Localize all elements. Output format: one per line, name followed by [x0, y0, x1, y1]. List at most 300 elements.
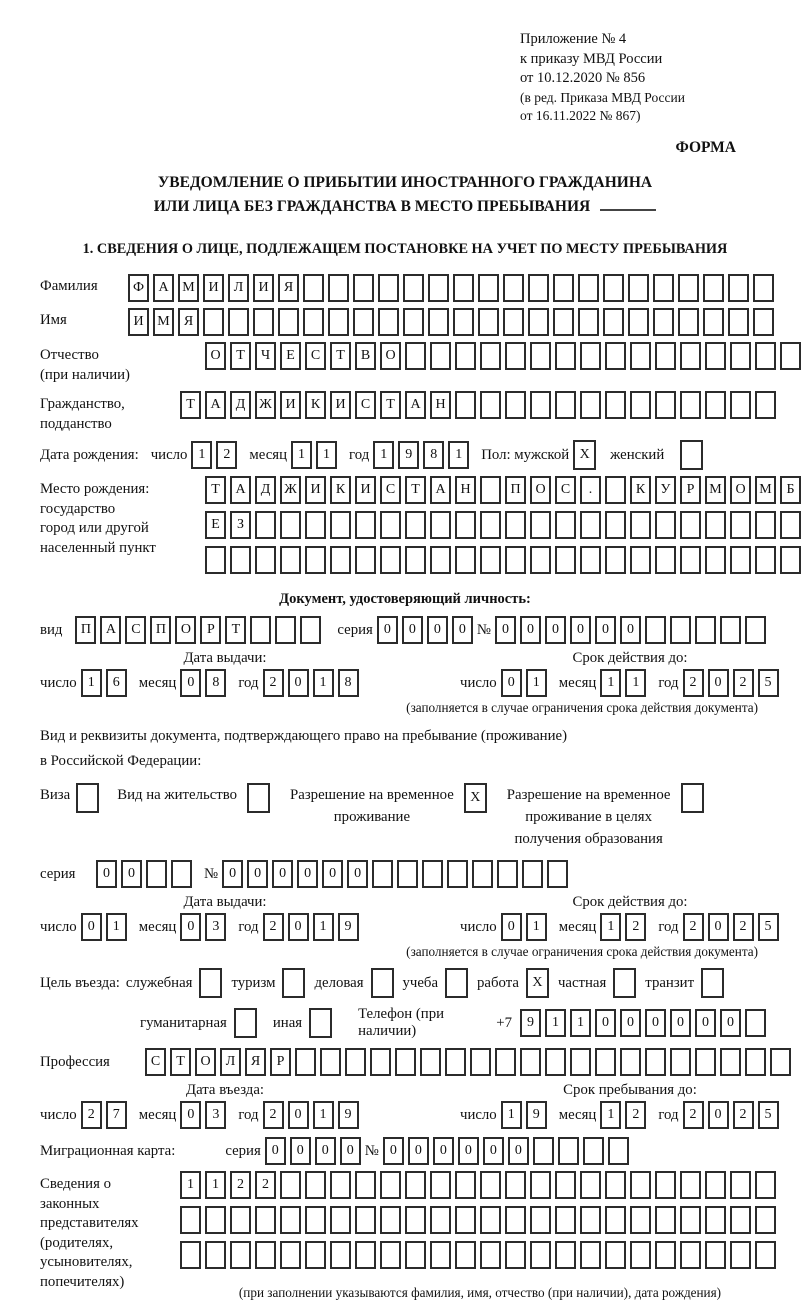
char-cell[interactable]: [305, 511, 326, 539]
char-cell[interactable]: [655, 342, 676, 370]
char-cell[interactable]: [280, 1241, 301, 1269]
char-cell[interactable]: [445, 1048, 466, 1076]
char-cell[interactable]: [620, 1048, 641, 1076]
char-cell[interactable]: [580, 1171, 601, 1199]
char-cell[interactable]: [753, 308, 774, 336]
char-cell[interactable]: [205, 546, 226, 574]
char-cell[interactable]: [680, 391, 701, 419]
char-cell[interactable]: [745, 1048, 766, 1076]
char-cell[interactable]: 0: [180, 913, 201, 941]
char-cell[interactable]: Л: [228, 274, 249, 302]
char-cell[interactable]: [655, 1206, 676, 1234]
char-cell[interactable]: [555, 546, 576, 574]
char-cell[interactable]: Р: [680, 476, 701, 504]
char-cell[interactable]: Т: [180, 391, 201, 419]
char-cell[interactable]: [305, 1171, 326, 1199]
char-cell[interactable]: [180, 1206, 201, 1234]
char-cell[interactable]: [558, 1137, 579, 1165]
char-cell[interactable]: 0: [340, 1137, 361, 1165]
char-cell[interactable]: Л: [220, 1048, 241, 1076]
char-cell[interactable]: [655, 1241, 676, 1269]
char-cell[interactable]: Ж: [255, 391, 276, 419]
char-cell[interactable]: [505, 391, 526, 419]
char-cell[interactable]: [605, 342, 626, 370]
char-cell[interactable]: [705, 391, 726, 419]
char-cell[interactable]: 5: [758, 1101, 779, 1129]
char-cell[interactable]: [430, 546, 451, 574]
char-cell[interactable]: [705, 342, 726, 370]
char-cell[interactable]: [730, 546, 751, 574]
doc-valid-day-input[interactable]: [501, 669, 551, 697]
char-cell[interactable]: [371, 968, 394, 998]
char-cell[interactable]: [655, 546, 676, 574]
permit-issued-year-input[interactable]: [263, 913, 363, 941]
surname-input[interactable]: [128, 274, 778, 302]
char-cell[interactable]: [528, 308, 549, 336]
char-cell[interactable]: [555, 391, 576, 419]
char-cell[interactable]: 0: [290, 1137, 311, 1165]
char-cell[interactable]: [570, 1048, 591, 1076]
char-cell[interactable]: [330, 546, 351, 574]
char-cell[interactable]: 0: [402, 616, 423, 644]
char-cell[interactable]: [230, 546, 251, 574]
char-cell[interactable]: [530, 1206, 551, 1234]
char-cell[interactable]: [280, 1171, 301, 1199]
char-cell[interactable]: П: [505, 476, 526, 504]
char-cell[interactable]: [480, 1206, 501, 1234]
permit-num-input[interactable]: [222, 860, 572, 888]
char-cell[interactable]: А: [100, 616, 121, 644]
birthplace-input-row3[interactable]: [205, 546, 805, 574]
char-cell[interactable]: К: [630, 476, 651, 504]
char-cell[interactable]: [630, 546, 651, 574]
char-cell[interactable]: Ж: [280, 476, 301, 504]
char-cell[interactable]: [505, 546, 526, 574]
char-cell[interactable]: [230, 1241, 251, 1269]
char-cell[interactable]: [780, 511, 801, 539]
char-cell[interactable]: 0: [81, 913, 102, 941]
char-cell[interactable]: М: [178, 274, 199, 302]
char-cell[interactable]: [478, 274, 499, 302]
char-cell[interactable]: [330, 1241, 351, 1269]
char-cell[interactable]: [730, 391, 751, 419]
char-cell[interactable]: 0: [595, 616, 616, 644]
char-cell[interactable]: С: [125, 616, 146, 644]
char-cell[interactable]: З: [230, 511, 251, 539]
char-cell[interactable]: 0: [595, 1009, 616, 1037]
char-cell[interactable]: [681, 783, 704, 813]
char-cell[interactable]: [480, 391, 501, 419]
char-cell[interactable]: [653, 308, 674, 336]
char-cell[interactable]: [480, 476, 501, 504]
char-cell[interactable]: [355, 1171, 376, 1199]
stay-day-input[interactable]: [501, 1101, 551, 1129]
char-cell[interactable]: [203, 308, 224, 336]
char-cell[interactable]: [275, 616, 296, 644]
char-cell[interactable]: С: [145, 1048, 166, 1076]
char-cell[interactable]: 1: [600, 913, 621, 941]
char-cell[interactable]: [553, 308, 574, 336]
char-cell[interactable]: [455, 546, 476, 574]
char-cell[interactable]: 1: [81, 669, 102, 697]
char-cell[interactable]: 0: [222, 860, 243, 888]
char-cell[interactable]: [199, 968, 222, 998]
char-cell[interactable]: [545, 1048, 566, 1076]
char-cell[interactable]: [780, 342, 801, 370]
stay-month-input[interactable]: [600, 1101, 650, 1129]
char-cell[interactable]: 0: [645, 1009, 666, 1037]
migration-seriya-input[interactable]: [265, 1137, 365, 1165]
char-cell[interactable]: А: [230, 476, 251, 504]
char-cell[interactable]: [282, 968, 305, 998]
char-cell[interactable]: [580, 342, 601, 370]
char-cell[interactable]: [703, 308, 724, 336]
char-cell[interactable]: 9: [398, 441, 419, 469]
char-cell[interactable]: [580, 391, 601, 419]
char-cell[interactable]: [395, 1048, 416, 1076]
char-cell[interactable]: [645, 616, 666, 644]
char-cell[interactable]: [705, 1171, 726, 1199]
char-cell[interactable]: [755, 546, 776, 574]
char-cell[interactable]: 0: [501, 669, 522, 697]
char-cell[interactable]: [530, 546, 551, 574]
char-cell[interactable]: [505, 342, 526, 370]
char-cell[interactable]: Т: [170, 1048, 191, 1076]
char-cell[interactable]: [472, 860, 493, 888]
char-cell[interactable]: [380, 1171, 401, 1199]
char-cell[interactable]: X: [464, 783, 487, 813]
char-cell[interactable]: [453, 308, 474, 336]
char-cell[interactable]: И: [355, 476, 376, 504]
char-cell[interactable]: 2: [625, 1101, 646, 1129]
char-cell[interactable]: [345, 1048, 366, 1076]
char-cell[interactable]: [530, 1171, 551, 1199]
char-cell[interactable]: [230, 1206, 251, 1234]
char-cell[interactable]: [755, 391, 776, 419]
char-cell[interactable]: [405, 511, 426, 539]
char-cell[interactable]: [580, 511, 601, 539]
char-cell[interactable]: С: [355, 391, 376, 419]
char-cell[interactable]: [295, 1048, 316, 1076]
char-cell[interactable]: [403, 308, 424, 336]
char-cell[interactable]: 0: [315, 1137, 336, 1165]
char-cell[interactable]: [76, 783, 99, 813]
char-cell[interactable]: Д: [255, 476, 276, 504]
birthdate-month-input[interactable]: [291, 441, 341, 469]
char-cell[interactable]: [770, 1048, 791, 1076]
char-cell[interactable]: [701, 968, 724, 998]
char-cell[interactable]: [470, 1048, 491, 1076]
doc-valid-month-input[interactable]: [600, 669, 650, 697]
char-cell[interactable]: [728, 274, 749, 302]
char-cell[interactable]: 0: [433, 1137, 454, 1165]
char-cell[interactable]: [630, 1241, 651, 1269]
char-cell[interactable]: Н: [455, 476, 476, 504]
char-cell[interactable]: 1: [625, 669, 646, 697]
char-cell[interactable]: [530, 1241, 551, 1269]
doc-seriya-input[interactable]: [377, 616, 477, 644]
char-cell[interactable]: Н: [430, 391, 451, 419]
char-cell[interactable]: [705, 1206, 726, 1234]
char-cell[interactable]: 2: [733, 1101, 754, 1129]
char-cell[interactable]: 8: [423, 441, 444, 469]
char-cell[interactable]: Т: [230, 342, 251, 370]
char-cell[interactable]: [430, 342, 451, 370]
char-cell[interactable]: [705, 511, 726, 539]
char-cell[interactable]: 0: [501, 913, 522, 941]
char-cell[interactable]: 0: [708, 913, 729, 941]
char-cell[interactable]: [608, 1137, 629, 1165]
char-cell[interactable]: [680, 440, 703, 470]
char-cell[interactable]: 9: [338, 1101, 359, 1129]
char-cell[interactable]: [595, 1048, 616, 1076]
char-cell[interactable]: [405, 1206, 426, 1234]
doc-issued-day-input[interactable]: [81, 669, 131, 697]
char-cell[interactable]: [555, 511, 576, 539]
char-cell[interactable]: В: [355, 342, 376, 370]
purpose-transit-checkbox[interactable]: [701, 968, 724, 998]
char-cell[interactable]: [605, 1171, 626, 1199]
char-cell[interactable]: [680, 1206, 701, 1234]
char-cell[interactable]: 2: [733, 913, 754, 941]
char-cell[interactable]: 1: [373, 441, 394, 469]
char-cell[interactable]: [280, 546, 301, 574]
char-cell[interactable]: [630, 1206, 651, 1234]
char-cell[interactable]: [309, 1008, 332, 1038]
purpose-tourism-checkbox[interactable]: [282, 968, 305, 998]
char-cell[interactable]: [680, 1241, 701, 1269]
char-cell[interactable]: [205, 1241, 226, 1269]
char-cell[interactable]: 5: [758, 913, 779, 941]
char-cell[interactable]: 1: [106, 913, 127, 941]
char-cell[interactable]: [720, 616, 741, 644]
char-cell[interactable]: [520, 1048, 541, 1076]
char-cell[interactable]: [505, 511, 526, 539]
char-cell[interactable]: 1: [313, 1101, 334, 1129]
char-cell[interactable]: [755, 511, 776, 539]
permit-seriya-input[interactable]: [96, 860, 196, 888]
permit-valid-day-input[interactable]: [501, 913, 551, 941]
char-cell[interactable]: [480, 1171, 501, 1199]
char-cell[interactable]: [730, 1171, 751, 1199]
rvp-edu-checkbox[interactable]: [681, 783, 704, 813]
char-cell[interactable]: [378, 274, 399, 302]
char-cell[interactable]: 2: [230, 1171, 251, 1199]
char-cell[interactable]: [603, 274, 624, 302]
char-cell[interactable]: [305, 546, 326, 574]
char-cell[interactable]: [680, 342, 701, 370]
representatives-input-row3[interactable]: [180, 1241, 780, 1269]
char-cell[interactable]: 0: [288, 669, 309, 697]
char-cell[interactable]: [455, 1241, 476, 1269]
char-cell[interactable]: [730, 1206, 751, 1234]
char-cell[interactable]: 1: [191, 441, 212, 469]
char-cell[interactable]: [430, 511, 451, 539]
char-cell[interactable]: 8: [338, 669, 359, 697]
char-cell[interactable]: [253, 308, 274, 336]
char-cell[interactable]: [478, 308, 499, 336]
char-cell[interactable]: А: [153, 274, 174, 302]
char-cell[interactable]: [578, 274, 599, 302]
char-cell[interactable]: 1: [545, 1009, 566, 1037]
char-cell[interactable]: 1: [570, 1009, 591, 1037]
char-cell[interactable]: 9: [526, 1101, 547, 1129]
char-cell[interactable]: [228, 308, 249, 336]
entry-month-input[interactable]: [180, 1101, 230, 1129]
char-cell[interactable]: 0: [180, 1101, 201, 1129]
char-cell[interactable]: [328, 308, 349, 336]
char-cell[interactable]: 0: [483, 1137, 504, 1165]
doc-issued-month-input[interactable]: [180, 669, 230, 697]
char-cell[interactable]: [755, 342, 776, 370]
char-cell[interactable]: [428, 274, 449, 302]
char-cell[interactable]: М: [755, 476, 776, 504]
char-cell[interactable]: [305, 1241, 326, 1269]
char-cell[interactable]: 9: [338, 913, 359, 941]
char-cell[interactable]: 0: [708, 1101, 729, 1129]
char-cell[interactable]: [680, 511, 701, 539]
char-cell[interactable]: [505, 1206, 526, 1234]
char-cell[interactable]: [280, 1206, 301, 1234]
char-cell[interactable]: [547, 860, 568, 888]
char-cell[interactable]: 1: [205, 1171, 226, 1199]
birthplace-input-row1[interactable]: [205, 476, 805, 504]
char-cell[interactable]: К: [330, 476, 351, 504]
purpose-work-checkbox[interactable]: [526, 968, 549, 998]
doc-valid-year-input[interactable]: [683, 669, 783, 697]
char-cell[interactable]: 1: [526, 913, 547, 941]
char-cell[interactable]: У: [655, 476, 676, 504]
char-cell[interactable]: [505, 1171, 526, 1199]
char-cell[interactable]: [503, 274, 524, 302]
char-cell[interactable]: О: [195, 1048, 216, 1076]
birthplace-input-row2[interactable]: [205, 511, 805, 539]
char-cell[interactable]: [330, 1171, 351, 1199]
char-cell[interactable]: 3: [205, 913, 226, 941]
char-cell[interactable]: [247, 783, 270, 813]
char-cell[interactable]: [300, 616, 321, 644]
char-cell[interactable]: [330, 1206, 351, 1234]
char-cell[interactable]: 2: [733, 669, 754, 697]
char-cell[interactable]: [780, 546, 801, 574]
char-cell[interactable]: [678, 308, 699, 336]
char-cell[interactable]: 0: [408, 1137, 429, 1165]
char-cell[interactable]: 0: [708, 669, 729, 697]
char-cell[interactable]: 3: [205, 1101, 226, 1129]
char-cell[interactable]: 0: [377, 616, 398, 644]
doc-num-input[interactable]: [495, 616, 770, 644]
permit-issued-day-input[interactable]: [81, 913, 131, 941]
char-cell[interactable]: [380, 546, 401, 574]
char-cell[interactable]: 0: [272, 860, 293, 888]
char-cell[interactable]: 0: [570, 616, 591, 644]
char-cell[interactable]: 8: [205, 669, 226, 697]
char-cell[interactable]: [255, 511, 276, 539]
char-cell[interactable]: [405, 546, 426, 574]
char-cell[interactable]: [455, 1206, 476, 1234]
sex-female-checkbox[interactable]: [680, 440, 703, 470]
char-cell[interactable]: [453, 274, 474, 302]
char-cell[interactable]: 0: [695, 1009, 716, 1037]
char-cell[interactable]: 1: [600, 669, 621, 697]
residence-checkbox[interactable]: [247, 783, 270, 813]
char-cell[interactable]: [678, 274, 699, 302]
char-cell[interactable]: 0: [508, 1137, 529, 1165]
char-cell[interactable]: 0: [121, 860, 142, 888]
char-cell[interactable]: [497, 860, 518, 888]
char-cell[interactable]: [303, 274, 324, 302]
char-cell[interactable]: [605, 391, 626, 419]
char-cell[interactable]: [533, 1137, 554, 1165]
char-cell[interactable]: [455, 1171, 476, 1199]
char-cell[interactable]: [630, 511, 651, 539]
char-cell[interactable]: О: [530, 476, 551, 504]
char-cell[interactable]: Б: [780, 476, 801, 504]
char-cell[interactable]: 1: [291, 441, 312, 469]
purpose-official-checkbox[interactable]: [199, 968, 222, 998]
citizenship-input[interactable]: [180, 391, 780, 419]
char-cell[interactable]: .: [580, 476, 601, 504]
char-cell[interactable]: 1: [316, 441, 337, 469]
char-cell[interactable]: А: [430, 476, 451, 504]
char-cell[interactable]: [583, 1137, 604, 1165]
char-cell[interactable]: [480, 1241, 501, 1269]
char-cell[interactable]: [405, 1241, 426, 1269]
char-cell[interactable]: 1: [313, 669, 334, 697]
char-cell[interactable]: И: [280, 391, 301, 419]
char-cell[interactable]: [480, 511, 501, 539]
char-cell[interactable]: [522, 860, 543, 888]
char-cell[interactable]: 1: [180, 1171, 201, 1199]
char-cell[interactable]: [603, 308, 624, 336]
char-cell[interactable]: [255, 1206, 276, 1234]
sex-male-checkbox[interactable]: [573, 440, 596, 470]
char-cell[interactable]: [455, 391, 476, 419]
char-cell[interactable]: 1: [600, 1101, 621, 1129]
char-cell[interactable]: 2: [683, 913, 704, 941]
char-cell[interactable]: [455, 342, 476, 370]
char-cell[interactable]: [455, 511, 476, 539]
char-cell[interactable]: [730, 342, 751, 370]
char-cell[interactable]: [630, 342, 651, 370]
char-cell[interactable]: [730, 511, 751, 539]
char-cell[interactable]: 2: [263, 669, 284, 697]
migration-num-input[interactable]: [383, 1137, 633, 1165]
char-cell[interactable]: [553, 274, 574, 302]
char-cell[interactable]: Е: [205, 511, 226, 539]
char-cell[interactable]: 1: [313, 913, 334, 941]
char-cell[interactable]: X: [526, 968, 549, 998]
char-cell[interactable]: [405, 342, 426, 370]
char-cell[interactable]: [605, 1206, 626, 1234]
char-cell[interactable]: [530, 391, 551, 419]
char-cell[interactable]: Т: [225, 616, 246, 644]
char-cell[interactable]: И: [253, 274, 274, 302]
char-cell[interactable]: [303, 308, 324, 336]
char-cell[interactable]: [753, 274, 774, 302]
char-cell[interactable]: 0: [427, 616, 448, 644]
char-cell[interactable]: 0: [180, 669, 201, 697]
char-cell[interactable]: [430, 1206, 451, 1234]
char-cell[interactable]: Я: [278, 274, 299, 302]
char-cell[interactable]: Я: [178, 308, 199, 336]
char-cell[interactable]: [705, 1241, 726, 1269]
char-cell[interactable]: С: [305, 342, 326, 370]
char-cell[interactable]: [205, 1206, 226, 1234]
char-cell[interactable]: О: [380, 342, 401, 370]
char-cell[interactable]: 0: [383, 1137, 404, 1165]
char-cell[interactable]: [680, 1171, 701, 1199]
